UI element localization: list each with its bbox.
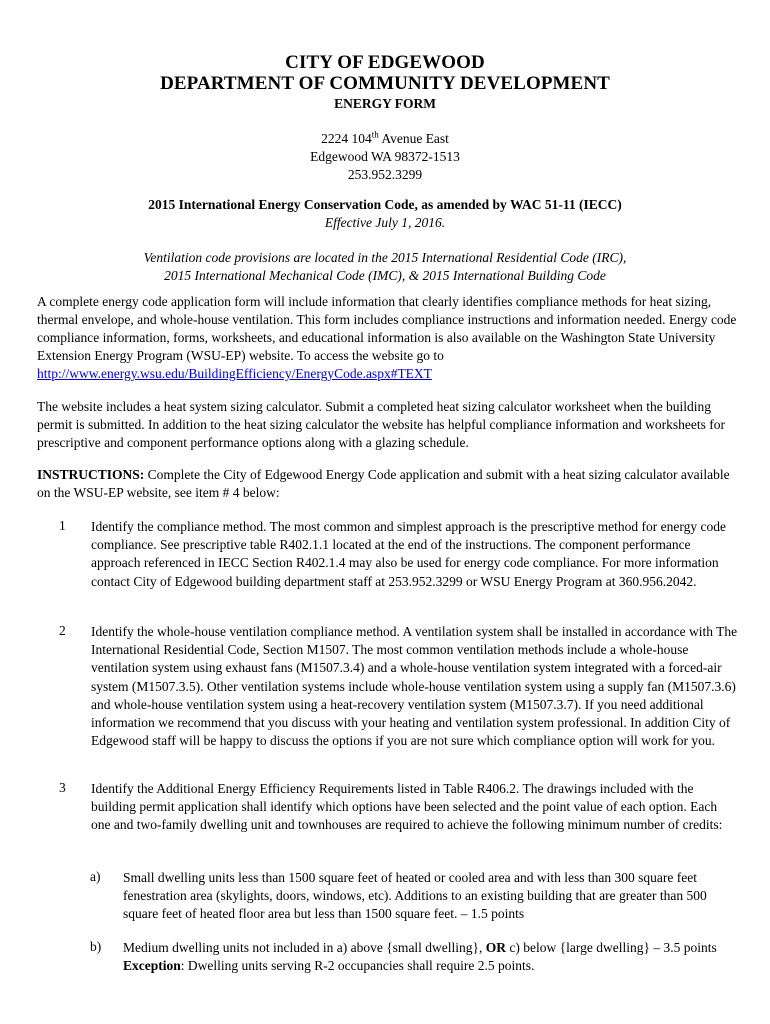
sub-item-text-part: : Dwelling units serving R-2 occupancies shall require 2.5 points. [180, 958, 535, 974]
intro-text: A complete energy code application form will include information that clearly identifies compliance methods for heat sizing, thermal envelope, and whole-house ventilation. This form includes compliance instructions and information needed. Energy code compliance information, forms, worksheets, and educational information is also available on the Washington State University Extension Energy Program (WSU-EP) website. To access the website go to [37, 294, 737, 363]
address-street-number: 2224 104 [321, 131, 372, 146]
list-item-number: 2 [59, 623, 66, 638]
wsu-energy-code-link[interactable]: http://www.energy.wsu.edu/BuildingEfficiency/EnergyCode.aspx#TEXT [37, 366, 432, 381]
code-title: 2015 International Energy Conservation Code, as amended by WAC 51-11 (IECC) [148, 197, 622, 212]
list-item-text: Identify the compliance method. The most common and simplest approach is the prescriptive method for energy code compliance. See prescriptive table R402.1.1 located at the end of the instructions. The component performance approach referenced in IECC Section R402.1.4 may also be used for energy code compliance. For more information contact City of Edgewood building department staff at 253.952.3299 or WSU Energy Program at 360.956.2042. [91, 519, 726, 589]
list-item-text: Identify the Additional Energy Efficiency Requirements listed in Table R406.2. The drawings included with the building permit application shall identify which options have been selected and the point value of each option. Each one and two-family dwelling unit and townhouses are required to achieve the following minimum number of credits: [91, 781, 723, 833]
effective-date: Effective July 1, 2016. [324, 215, 446, 230]
address-street [0, 130, 770, 148]
form-name: ENERGY FORM [334, 96, 436, 111]
instructions-paragraph [37, 466, 737, 502]
sub-item-text: Small dwelling units less than 1500 square feet of heated or cooled area and with less than 300 square feet fenestration area (skylights, doors, windows, etc). Additions to an existing building that are greater than 500 square feet of heated floor area but less than 1500 square feet. – 1.5 points [123, 870, 707, 922]
sub-item-text-part: c) below {large dwelling} – 3.5 points [506, 940, 717, 955]
ventilation-note-line2: 2015 International Mechanical Code (IMC), & 2015 International Building Code [164, 268, 606, 283]
instructions-text: Complete the City of Edgewood Energy Code application and submit with a heat sizing calculator available on the WSU-EP website, see item # 4 below: [37, 467, 730, 500]
list-item-number: 3 [59, 780, 66, 795]
instructions-label: INSTRUCTIONS: [37, 467, 145, 482]
page-title-line2: DEPARTMENT OF COMMUNITY DEVELOPMENT [160, 73, 610, 94]
address-street-name: Avenue East [378, 131, 449, 146]
intro-paragraph [37, 293, 737, 383]
exception-keyword: Exception [123, 958, 181, 974]
list-item-number: 1 [59, 518, 66, 533]
address-city: Edgewood WA 98372-1513 [310, 149, 460, 164]
sub-item-letter: b) [90, 939, 102, 954]
phone-number: 253.952.3299 [347, 167, 423, 182]
ventilation-note-line1: Ventilation code provisions are located in the 2015 International Residential Code (IRC), [143, 250, 627, 265]
sub-item-letter: a) [90, 869, 101, 884]
page-title-line1: CITY OF EDGEWOOD [285, 52, 485, 73]
list-item-text: Identify the whole-house ventilation compliance method. A ventilation system shall be installed in accordance with The International Residential Code, Section M1507. The most common ventilation methods include a whole-house ventilation system using exhaust fans (M1507.3.4) and a whole-house ventilation system integrated with a forced-air system (M1507.3.5). Other ventilation systems include whole-house ventilation system using a supply fan (M1507.3.6) and whole-house ventilation system using a heat-recovery ventilation system (M1507.3.7). If you need additional information we recommend that you discuss with your heating and ventilation system professional. In addition City of Edgewood staff will be happy to discuss the options if you are not sure which compliance option will work for you. [91, 624, 738, 749]
address-street-suffix: th [371, 129, 379, 140]
or-keyword: OR [485, 940, 507, 955]
sub-item-text-part: Medium dwelling units not included in a) above {small dwelling}, [123, 940, 486, 955]
website-paragraph: The website includes a heat system sizing calculator. Submit a completed heat sizing calculator worksheet when the building permit is submitted. In addition to the heat sizing calculator the website has helpful compliance information and worksheets for prescriptive and component performance options along with a glazing schedule. [37, 399, 725, 450]
sub-item-text [123, 939, 739, 975]
